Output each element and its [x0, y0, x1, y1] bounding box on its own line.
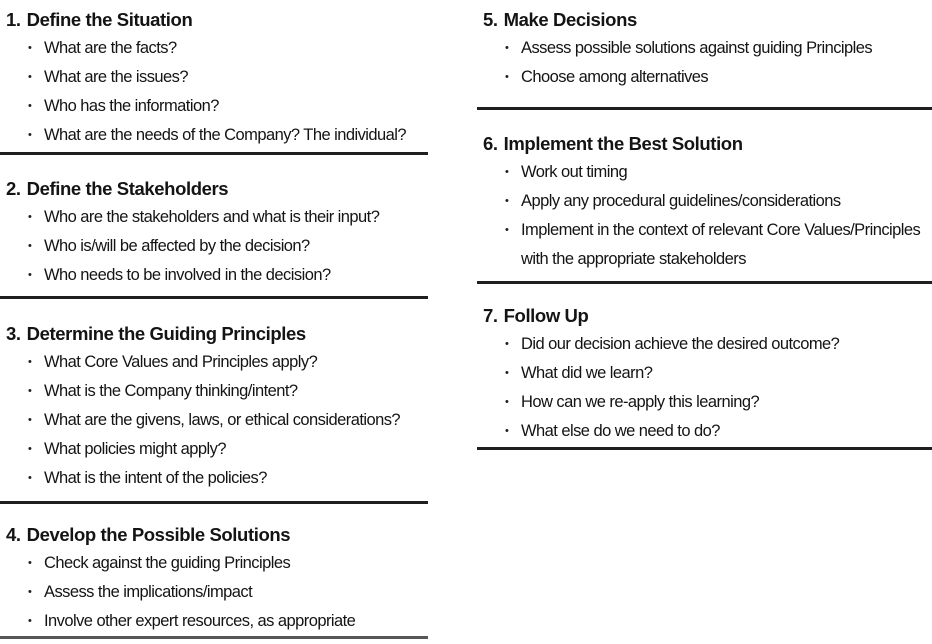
- bullet-icon: •: [28, 586, 32, 598]
- bullet-icon: •: [505, 338, 509, 350]
- bullet-text: Involve other expert resources, as appropriate: [44, 612, 356, 630]
- section-heading: [477, 5, 932, 34]
- bullet-icon: •: [505, 42, 509, 54]
- bullet-item: [0, 261, 428, 290]
- bullet-item: [0, 92, 428, 121]
- bullet-text: Assess possible solutions against guiding Principles: [521, 39, 873, 57]
- bullet-icon: •: [28, 211, 32, 223]
- bullet-text: Who are the stakeholders and what is their input?: [44, 208, 380, 226]
- bullet-item: [0, 232, 428, 261]
- section-number: 1.: [6, 9, 21, 30]
- bullet-item: [0, 377, 428, 406]
- section-number: 6.: [483, 133, 498, 154]
- bullet-text: Who is/will be affected by the decision?: [44, 237, 310, 255]
- bullet-text: Apply any procedural guidelines/considerations: [521, 192, 841, 210]
- bullet-item: [0, 63, 428, 92]
- bullet-text: What is the Company thinking/intent?: [44, 382, 298, 400]
- bullet-icon: •: [28, 356, 32, 368]
- bullet-icon: •: [505, 166, 509, 178]
- bullet-icon: •: [28, 240, 32, 252]
- bullet-text: What did we learn?: [521, 364, 653, 382]
- bullet-icon: •: [505, 367, 509, 379]
- bullet-item: [477, 330, 932, 359]
- section-title: Make Decisions: [503, 9, 637, 30]
- bullet-icon: •: [28, 615, 32, 627]
- section-heading: [477, 129, 932, 158]
- framework-right-column: [477, 0, 932, 450]
- bullet-item: [0, 406, 428, 435]
- bullet-text: What are the givens, laws, or ethical considerations?: [44, 411, 401, 429]
- bullet-icon: •: [28, 100, 32, 112]
- bullet-icon: •: [505, 71, 509, 83]
- bullet-icon: •: [28, 443, 32, 455]
- section-5-make-decisions: [477, 0, 932, 107]
- bullet-item: [477, 187, 932, 216]
- bullet-text: What are the facts?: [44, 39, 177, 57]
- section-title: Develop the Possible Solutions: [26, 524, 291, 545]
- bullet-icon: •: [28, 557, 32, 569]
- bullet-text: Assess the implications/impact: [44, 583, 253, 601]
- section-1-define-the-situation: [0, 0, 428, 152]
- bullet-text: How can we re-apply this learning?: [521, 393, 760, 411]
- section-7-follow-up: [477, 284, 932, 447]
- section-heading: [0, 5, 428, 34]
- bullet-item: [0, 435, 428, 464]
- section-title: Implement the Best Solution: [503, 133, 743, 154]
- bullet-item: [0, 578, 428, 607]
- bullet-icon: •: [28, 129, 32, 141]
- section-title: Define the Stakeholders: [26, 178, 229, 199]
- bullet-icon: •: [28, 414, 32, 426]
- bullet-icon: •: [505, 396, 509, 408]
- bullet-text: Who needs to be involved in the decision?: [44, 266, 331, 284]
- bullet-text: Who has the information?: [44, 97, 219, 115]
- bullet-text: What policies might apply?: [44, 440, 226, 458]
- bullet-icon: •: [505, 195, 509, 207]
- bullet-icon: •: [505, 425, 509, 437]
- bullet-icon: •: [28, 42, 32, 54]
- bullet-item: [477, 417, 932, 446]
- bullet-text: What is the intent of the policies?: [44, 469, 267, 487]
- bullet-text: What are the needs of the Company? The individual?: [44, 126, 407, 144]
- section-heading: [0, 174, 428, 203]
- bullet-text: What else do we need to do?: [521, 422, 720, 440]
- section-2-define-the-stakeholders: [0, 155, 428, 296]
- bullet-item: [477, 388, 932, 417]
- bullet-icon: •: [28, 385, 32, 397]
- section-heading: [0, 520, 428, 549]
- section-6-implement-the-best-solution: [477, 110, 932, 281]
- section-number: 5.: [483, 9, 498, 30]
- section-heading: [0, 319, 428, 348]
- bullet-text: What are the issues?: [44, 68, 188, 86]
- section-3-determine-the-guiding-principles: [0, 299, 428, 501]
- bullet-text: Choose among alternatives: [521, 68, 709, 86]
- bullet-item: [0, 203, 428, 232]
- bullet-item: [0, 549, 428, 578]
- bullet-item: [477, 359, 932, 388]
- bullet-item: [0, 464, 428, 493]
- bullet-item: [0, 34, 428, 63]
- section-number: 2.: [6, 178, 21, 199]
- bullet-text: Did our decision achieve the desired outcome?: [521, 335, 840, 353]
- bullet-text: Work out timing: [521, 163, 628, 181]
- section-title: Follow Up: [503, 305, 589, 326]
- section-number: 4.: [6, 524, 21, 545]
- section-4-develop-the-possible-solutions: [0, 504, 428, 636]
- section-title: Define the Situation: [26, 9, 193, 30]
- section-title: Determine the Guiding Principles: [26, 323, 306, 344]
- bullet-icon: •: [28, 472, 32, 484]
- bullet-item: [0, 121, 428, 150]
- section-number: 7.: [483, 305, 498, 326]
- section-number: 3.: [6, 323, 21, 344]
- framework-left-column: [0, 0, 428, 639]
- bullet-item: [477, 216, 932, 274]
- bullet-item: [477, 158, 932, 187]
- bullet-text: What Core Values and Principles apply?: [44, 353, 318, 371]
- bullet-icon: •: [28, 71, 32, 83]
- bullet-item: [0, 348, 428, 377]
- bullet-item: [477, 34, 932, 63]
- bullet-icon: •: [505, 224, 509, 236]
- bullet-text: Check against the guiding Principles: [44, 554, 291, 572]
- section-divider: [0, 636, 428, 639]
- bullet-text: Implement in the context of relevant Core Values/Principles with the appropriate stakeholders: [521, 221, 921, 268]
- bullet-icon: •: [28, 269, 32, 281]
- section-heading: [477, 301, 932, 330]
- bullet-item: [0, 607, 428, 636]
- section-divider: [477, 447, 932, 450]
- bullet-item: [477, 63, 932, 92]
